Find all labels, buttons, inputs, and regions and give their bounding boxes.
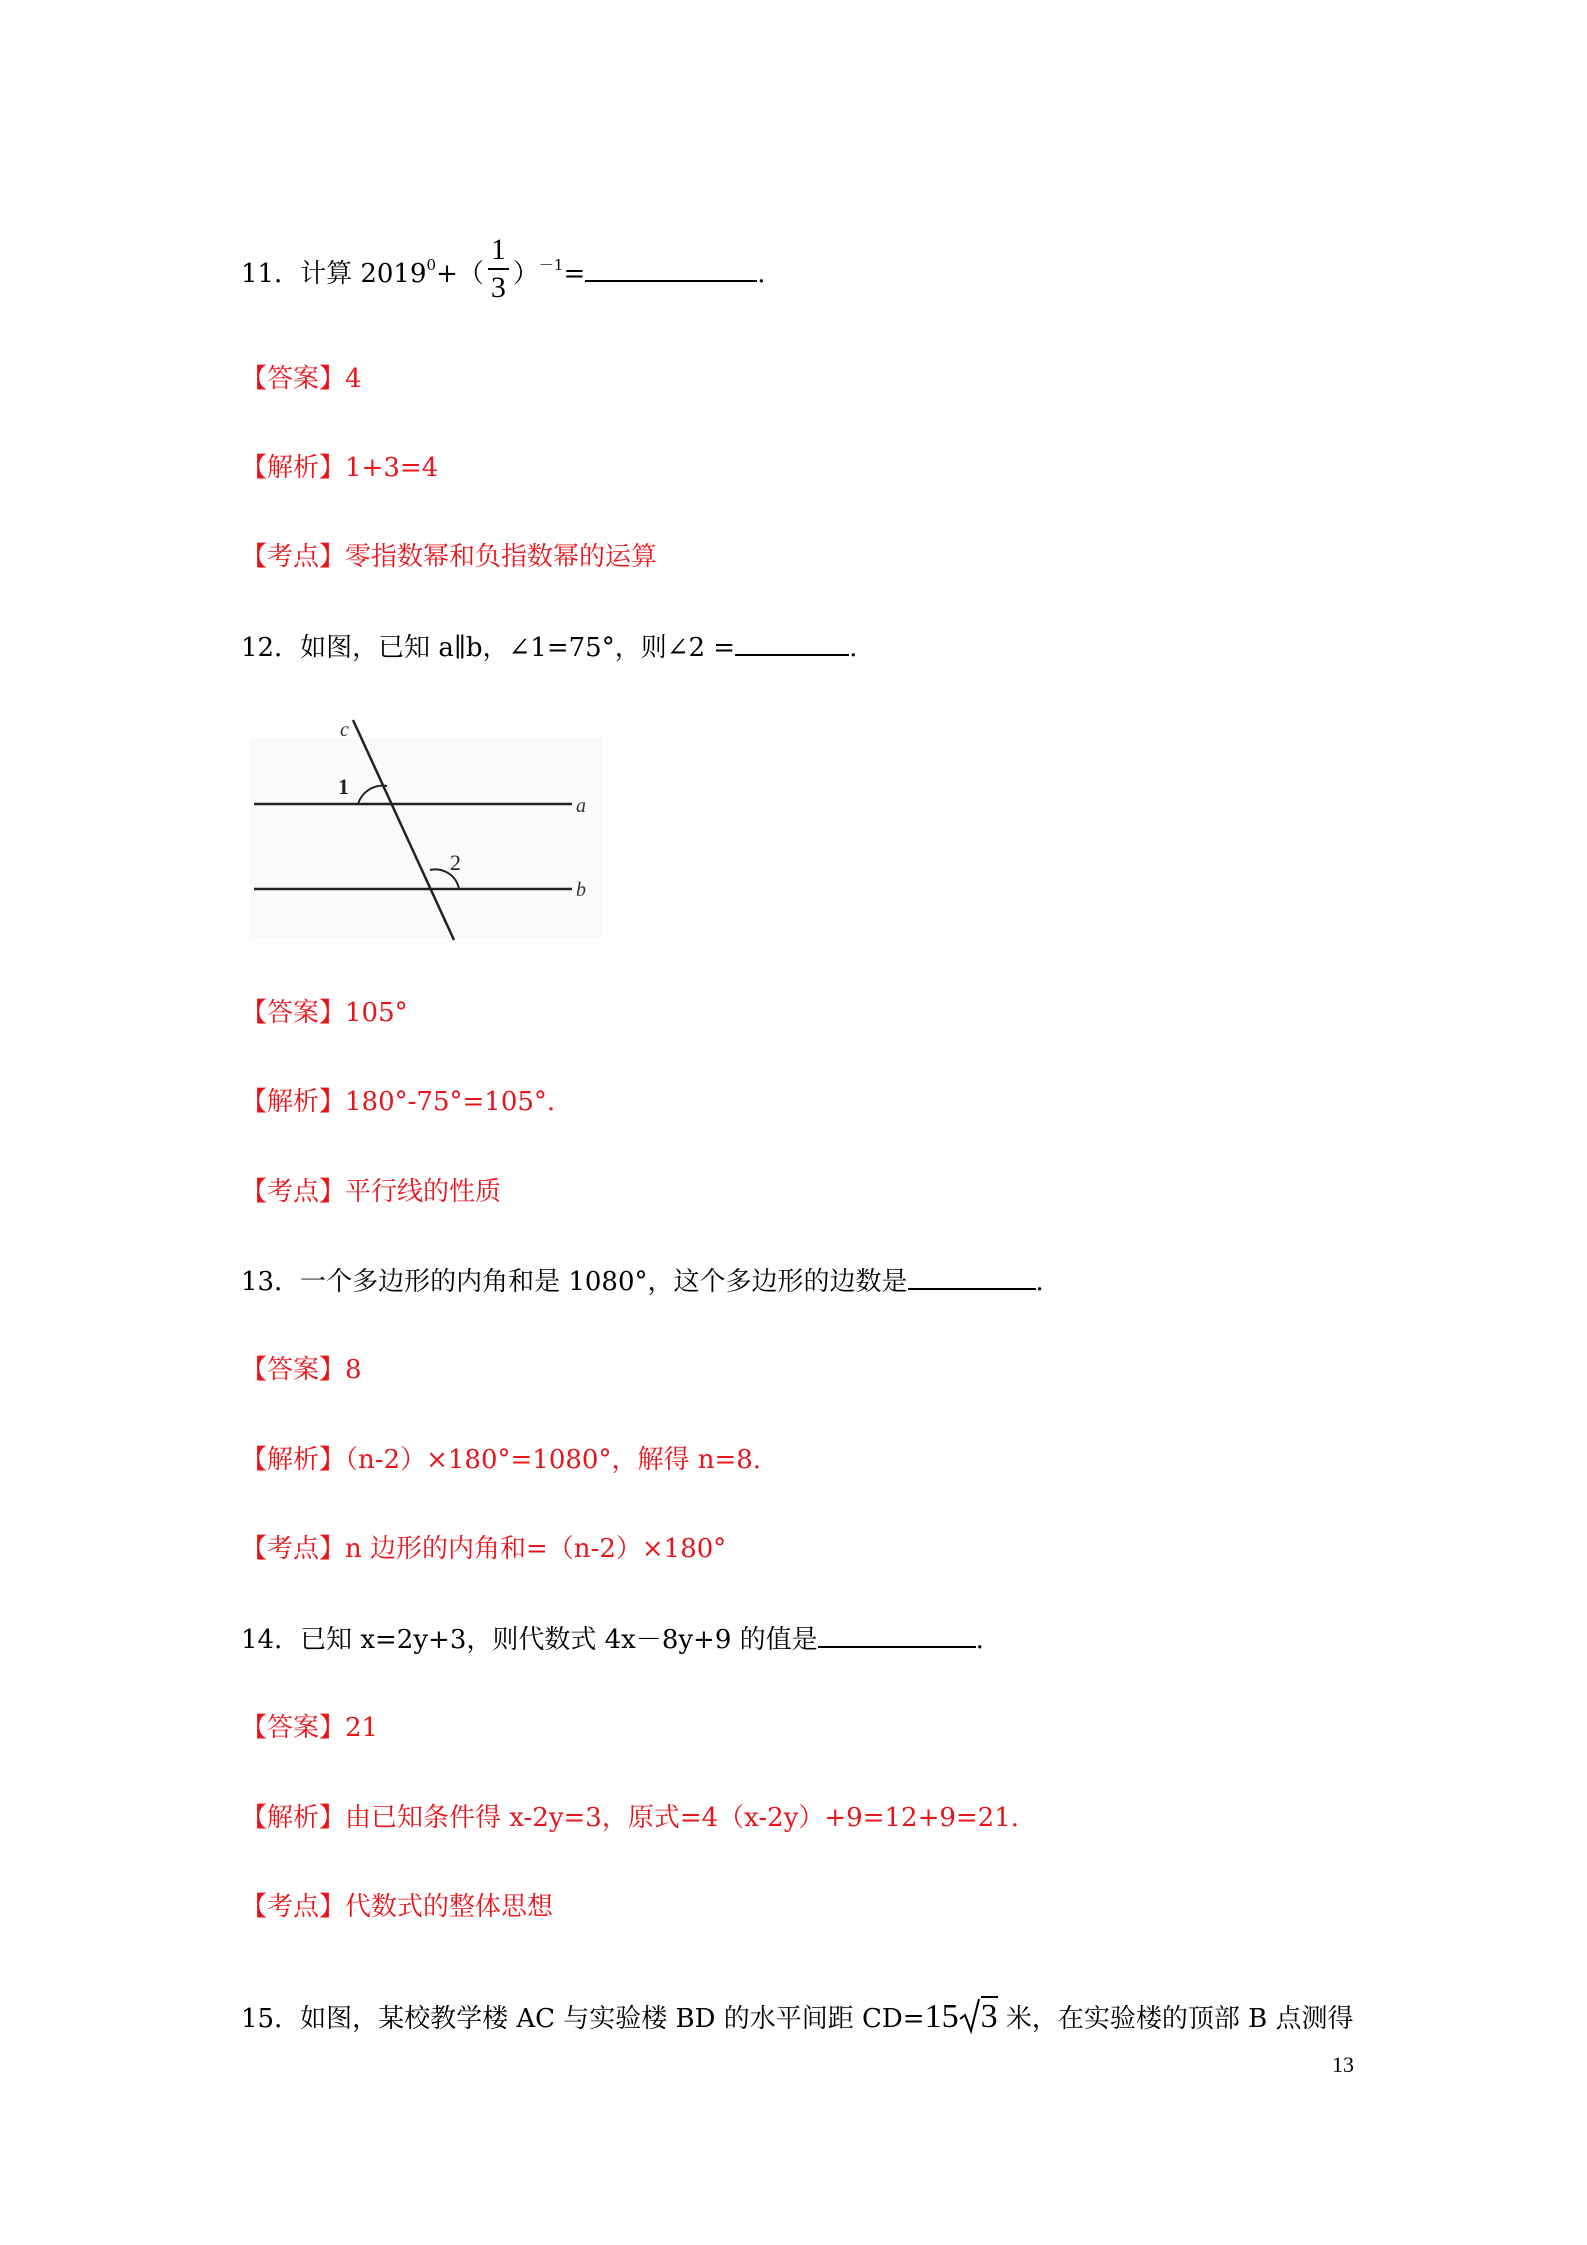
q15-prefix: 15．如图，某校教学楼 AC 与实验楼 BD 的水平间距 CD= [241, 2004, 925, 2034]
explanation-11 [241, 451, 438, 485]
explanation-tag: 【解析】 [241, 1445, 346, 1475]
q14-text: 14．已知 x=2y+3，则代数式 4x－8y+9 的值是 [241, 1625, 818, 1655]
q13-text: 13．一个多边形的内角和是 1080°，这个多边形的边数是 [241, 1267, 908, 1297]
figure-background [250, 738, 602, 938]
knowledge-point-tag: 【考点】 [241, 1892, 346, 1922]
knowledge-point-tag: 【考点】 [241, 1177, 346, 1207]
parallel-lines-figure [250, 708, 610, 948]
explanation-tag: 【解析】 [241, 1803, 346, 1833]
q14-end: . [975, 1625, 984, 1655]
q15-suffix: 米，在实验楼的顶部 B 点测得 [997, 2004, 1354, 2034]
knowledge-point-tag: 【考点】 [241, 542, 346, 572]
knowledge-point-11 [241, 540, 657, 574]
answer-blank [735, 630, 849, 656]
label-angle-2: 2 [450, 850, 461, 875]
answer-tag: 【答案】 [241, 1713, 346, 1743]
q11-prefix: 11．计算 2019 [241, 259, 427, 289]
label-b: b [576, 879, 586, 901]
q11-fraction-numerator: 1 [488, 232, 509, 270]
explanation-14 [241, 1801, 1019, 1835]
explanation-13 [241, 1443, 761, 1477]
answer-tag: 【答案】 [241, 998, 346, 1028]
knowledge-point-tag: 【考点】 [241, 1534, 346, 1564]
answer-text: 105° [345, 998, 408, 1028]
question-11 [241, 233, 766, 312]
q11-fraction [488, 232, 509, 306]
q11-fraction-denominator: 3 [490, 271, 506, 304]
q11-end: . [757, 259, 766, 289]
explanation-tag: 【解析】 [241, 453, 346, 483]
knowledge-point-text: n 边形的内角和=（n-2）×180° [345, 1534, 727, 1564]
explanation-tag: 【解析】 [241, 1087, 346, 1117]
question-15 [241, 1997, 1353, 2036]
question-12 [241, 630, 857, 665]
q15-coefficient: 15 [924, 1998, 959, 2035]
page-number: 13 [1332, 2052, 1354, 2077]
knowledge-point-13 [241, 1532, 726, 1566]
label-a: a [576, 795, 586, 817]
answer-14 [241, 1711, 378, 1745]
sqrt-icon [959, 1997, 981, 2035]
answer-12 [241, 996, 408, 1030]
answer-11 [241, 362, 362, 396]
answer-text: 21 [345, 1713, 379, 1743]
question-14 [241, 1622, 984, 1657]
q11-equals: = [563, 259, 586, 289]
label-c: c [340, 719, 349, 741]
q11-exponent-neg-one: －1 [538, 256, 564, 274]
answer-text: 8 [345, 1355, 362, 1385]
answer-blank [818, 1622, 976, 1648]
answer-tag: 【答案】 [241, 364, 346, 394]
explanation-12 [241, 1085, 555, 1119]
answer-tag: 【答案】 [241, 1355, 346, 1385]
knowledge-point-14 [241, 1890, 553, 1924]
answer-text: 4 [345, 364, 362, 394]
knowledge-point-text: 代数式的整体思想 [345, 1892, 554, 1922]
answer-blank [908, 1264, 1036, 1290]
q11-plus-paren: +（ [436, 259, 484, 289]
answer-13 [241, 1353, 362, 1387]
explanation-text: 180°-75°=105°. [345, 1087, 556, 1117]
q11-paren-close: ） [512, 259, 539, 289]
knowledge-point-text: 平行线的性质 [345, 1177, 502, 1207]
label-angle-1: 1 [338, 774, 349, 799]
knowledge-point-12 [241, 1175, 501, 1209]
explanation-text: 由已知条件得 x-2y=3，原式=4（x-2y）+9=12+9=21. [345, 1803, 1020, 1833]
q13-end: . [1035, 1267, 1044, 1297]
answer-blank [585, 256, 757, 282]
q12-end: . [849, 633, 858, 663]
explanation-text: 1+3=4 [345, 453, 439, 483]
q11-exponent-zero: 0 [426, 256, 437, 274]
explanation-text: （n-2）×180°=1080°，解得 n=8. [345, 1445, 762, 1475]
q15-radicand: 3 [980, 1998, 998, 2035]
q12-text: 12．如图，已知 a∥b，∠1=75°，则∠2 = [241, 633, 736, 663]
knowledge-point-text: 零指数幂和负指数幂的运算 [345, 542, 658, 572]
question-13 [241, 1264, 1044, 1299]
